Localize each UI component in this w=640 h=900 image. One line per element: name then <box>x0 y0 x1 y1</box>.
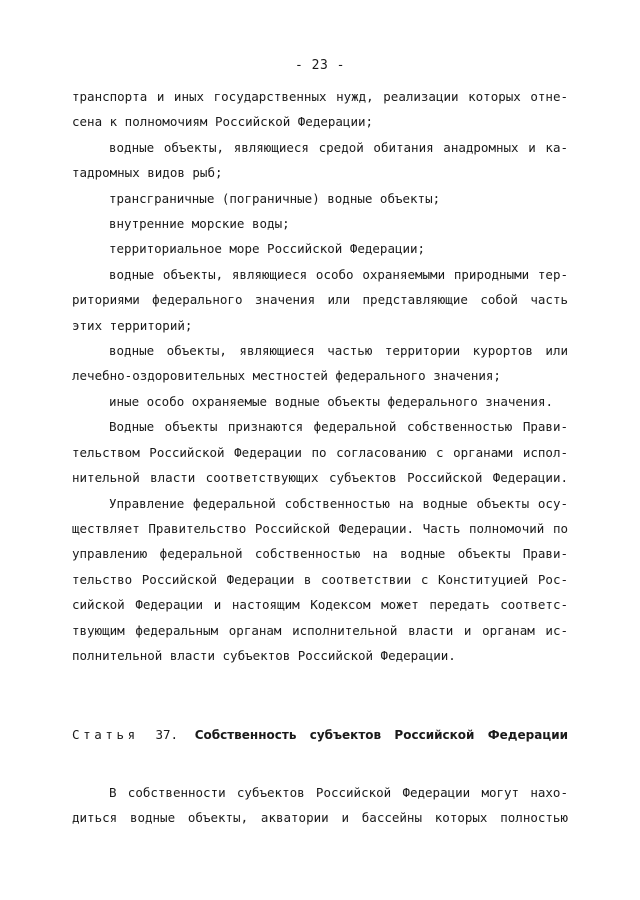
page-number: - 23 - <box>295 58 345 73</box>
text-line: сена к полномочиям Российской Федерации; <box>72 114 374 130</box>
text-line: В собственности субъектов Российской Федерации могут нахо- <box>109 785 568 800</box>
text-line: транспорта и иных государственных нужд, реализации которых отне- <box>72 89 568 104</box>
article-heading <box>72 727 568 742</box>
text-line: водные объекты, являющиеся особо охраняемыми природными тер- <box>109 266 568 282</box>
text-line: трансграничные (пограничные) водные объекты; <box>109 190 441 206</box>
text-line: ществляет Правительство Российской Федерации. Часть полномочий по <box>72 520 568 536</box>
text-line: водные объекты, являющиеся частью территории курортов или <box>109 343 568 359</box>
text-line: лечебно-оздоровительных местностей федерального значения; <box>72 368 501 384</box>
text-line: нительной власти соответствующих субъектов Российской Федерации. <box>72 470 568 486</box>
text-line: риториями федерального значения или представляющие собой часть <box>72 292 568 308</box>
text-line: сийской Федерации и настоящим Кодексом может передать соответс- <box>72 597 568 613</box>
text-line: иные особо охраняемые водные объекты федерального значения. <box>109 393 554 409</box>
text-line: управлению федеральной собственностью на водные объекты Прави- <box>72 546 568 562</box>
text-line: территориальное море Российской Федерации; <box>109 241 426 257</box>
text-line: водные объекты, являющиеся средой обитания анадромных и ка- <box>109 139 568 155</box>
text-line: тельством Российской Федерации по согласованию с органами испол- <box>72 444 568 460</box>
text-line: полнительной власти субъектов Российской Федерации. <box>72 647 456 663</box>
text-line: тадромных видов рыб; <box>72 165 223 181</box>
article-body-text <box>72 780 568 831</box>
text-line: Управление федеральной собственностью на водные объекты осу- <box>109 495 568 511</box>
text-line: тельство Российской Федерации в соответствии с Конституцией Рос- <box>72 571 568 587</box>
article-number: 37. <box>155 727 179 742</box>
text-line: диться водные объекты, акватории и бассейны которых полностью <box>72 810 568 826</box>
text-line: твующим федеральным органам исполнительной власти и органам ис- <box>72 622 568 638</box>
text-line: этих территорий; <box>72 317 193 333</box>
text-line: Водные объекты признаются федеральной собственностью Прави- <box>109 419 568 435</box>
text-line: внутренние морские воды; <box>109 216 290 232</box>
body-text <box>72 84 568 668</box>
article-label: Статья <box>72 727 139 742</box>
article-title: Собственность субъектов Российской Федерации <box>194 728 569 742</box>
